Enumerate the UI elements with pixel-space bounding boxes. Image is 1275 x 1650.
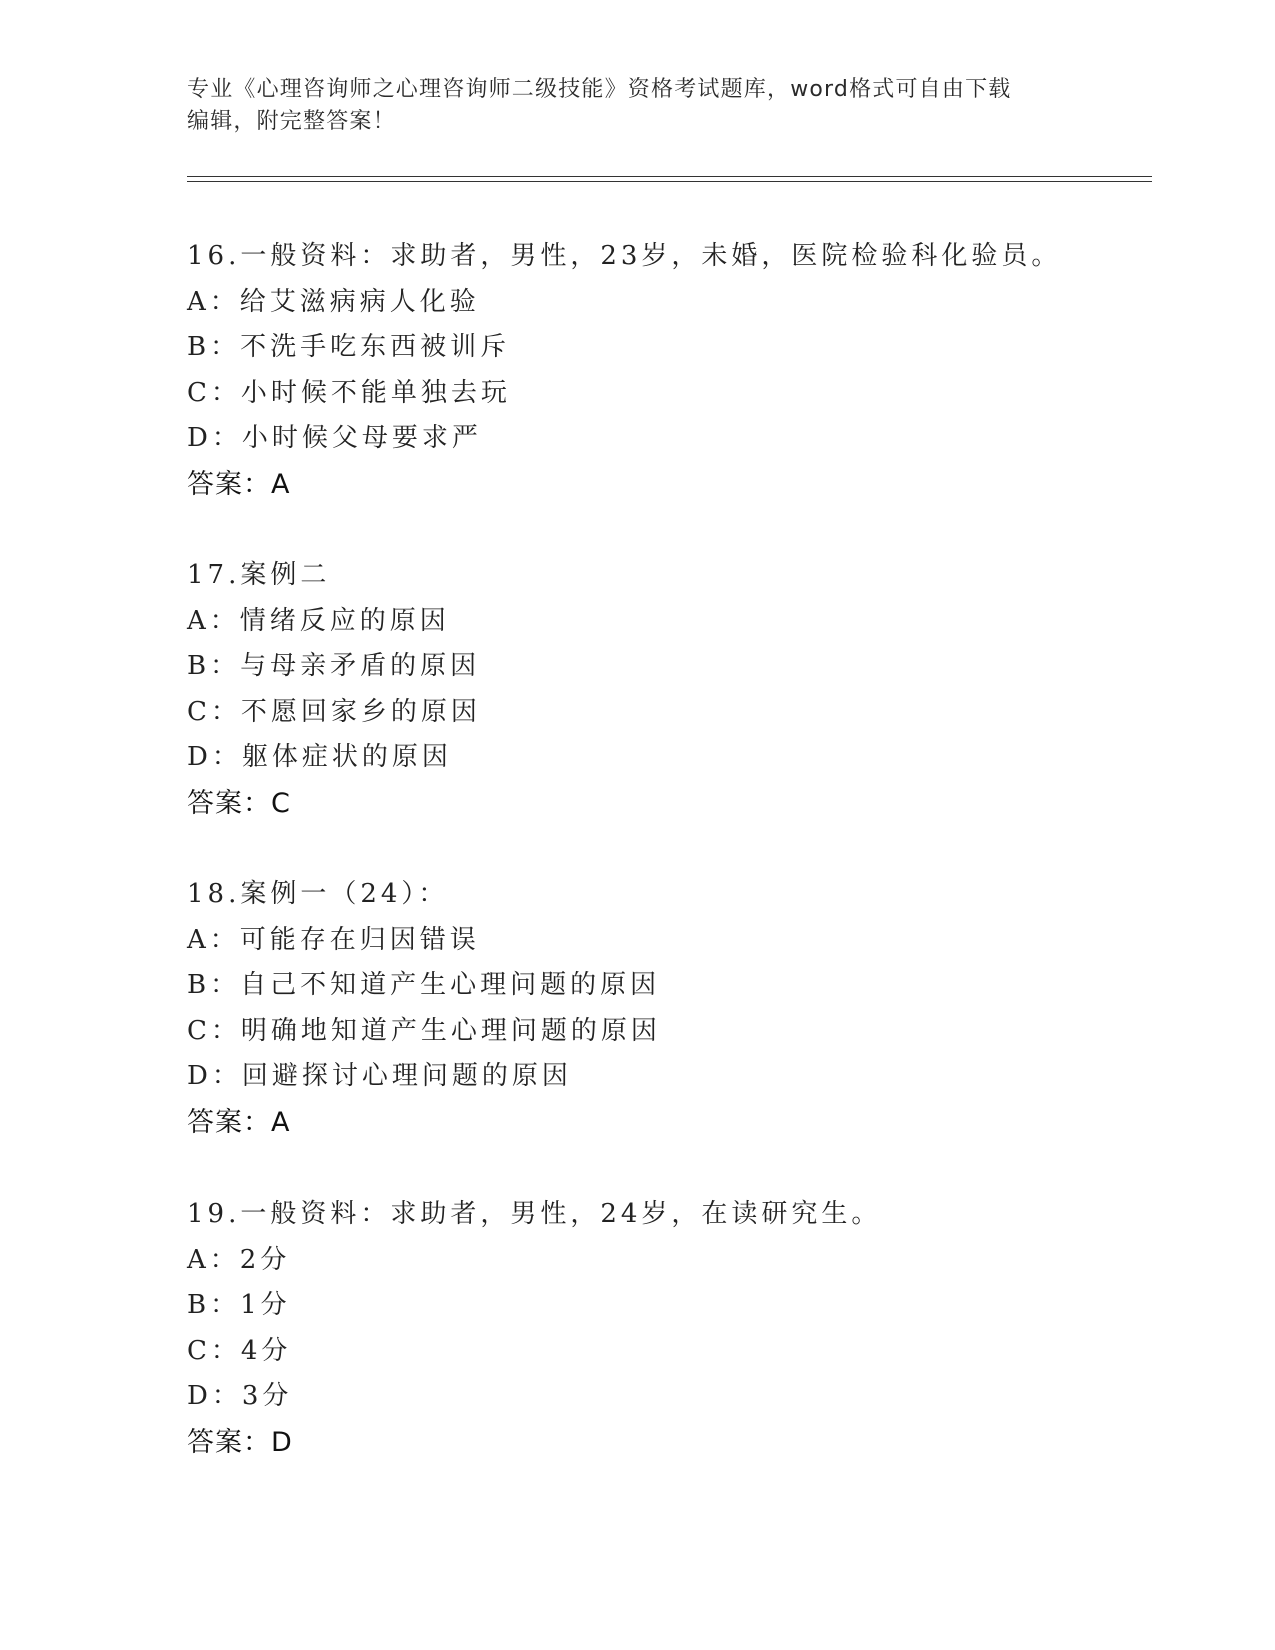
option-a: A：给艾滋病病人化验 [187, 286, 480, 317]
question-stem: 16.一般资料：求助者，男性，23岁，未婚，医院检验科化验员。 [187, 241, 1062, 271]
option-d: D：躯体症状的原因 [187, 742, 452, 772]
option-b: B：1分 [187, 1290, 291, 1320]
option-b: B：不洗手吃东西被训斥 [187, 332, 511, 362]
option-d: D：小时候父母要求严 [187, 423, 482, 453]
option-c: C：4分 [187, 1335, 292, 1366]
option-d: D：3分 [187, 1381, 293, 1411]
option-a: A：可能存在归因错误 [187, 924, 480, 955]
question-16 [187, 234, 1147, 507]
question-stem: 17.案例二 [187, 560, 331, 590]
question-17 [187, 553, 1147, 826]
option-b: B：自己不知道产生心理问题的原因 [187, 970, 661, 1000]
question-stem: 19.一般资料：求助者，男性，24岁，在读研究生。 [187, 1199, 882, 1229]
document-header-note [187, 74, 1087, 138]
option-b: B：与母亲矛盾的原因 [187, 651, 481, 681]
answer: 答案：D [187, 1426, 293, 1458]
option-a: A：情绪反应的原因 [187, 605, 450, 636]
question-18 [187, 872, 1147, 1145]
answer: 答案：A [187, 1106, 291, 1138]
header-line-1: 专业《心理咨询师之心理咨询师二级技能》资格考试题库，word格式可自由下载 [187, 77, 1012, 102]
option-d: D：回避探讨心理问题的原因 [187, 1061, 572, 1091]
question-stem: 18.案例一（24）： [187, 879, 449, 909]
option-a: A：2分 [187, 1244, 291, 1275]
header-divider-top [187, 176, 1152, 177]
answer: 答案：A [187, 468, 291, 500]
answer: 答案：C [187, 787, 291, 819]
header-line-2: 编辑，附完整答案！ [187, 109, 396, 134]
option-c: C：不愿回家乡的原因 [187, 696, 481, 727]
question-19 [187, 1192, 1147, 1465]
option-c: C：明确地知道产生心理问题的原因 [187, 1015, 661, 1046]
option-c: C：小时候不能单独去玩 [187, 377, 511, 408]
header-divider-bottom [187, 181, 1152, 182]
